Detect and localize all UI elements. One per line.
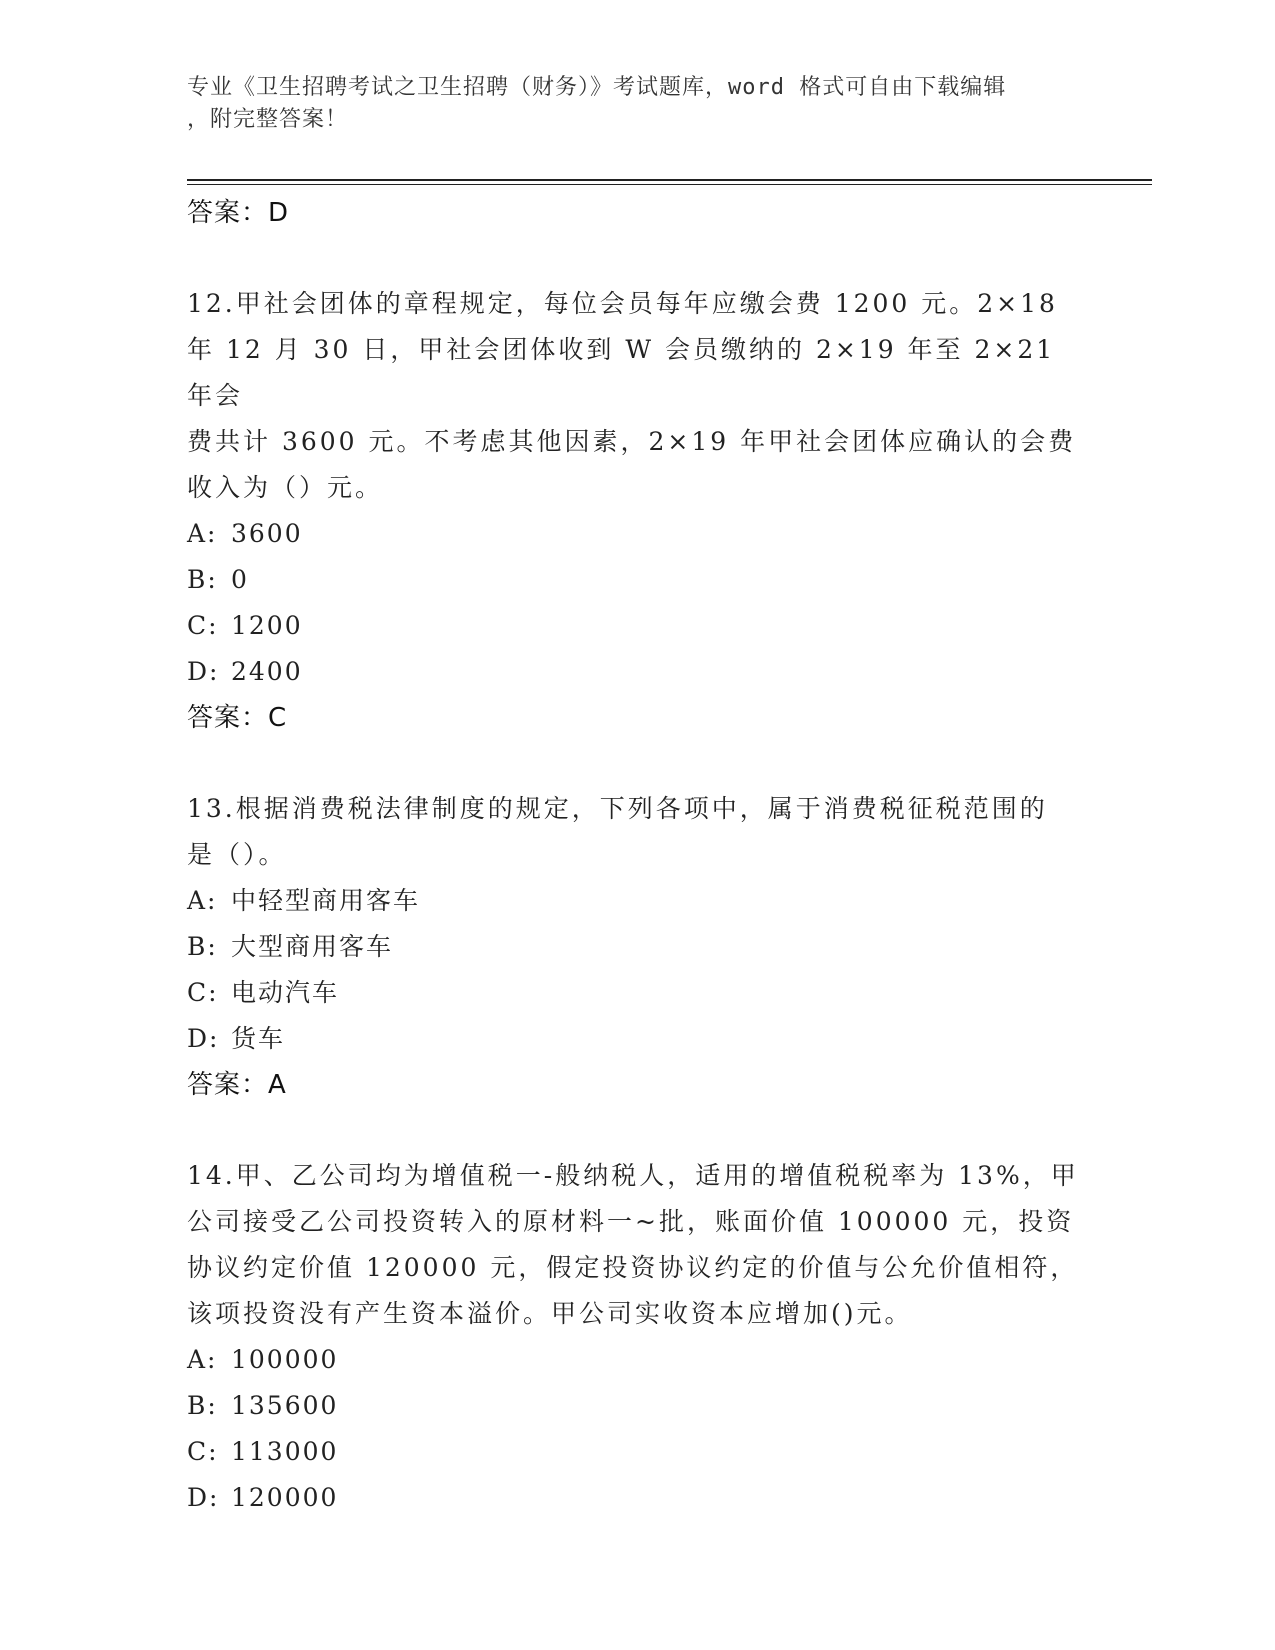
option-text: 大型商用客车 (231, 932, 394, 961)
question-line: 是（）。 (187, 840, 287, 869)
option-text: 电动汽车 (231, 978, 340, 1007)
option-key: D: (187, 657, 220, 686)
question-line: 13.根据消费税法律制度的规定，下列各项中，属于消费税征税范围的 (187, 794, 1048, 823)
option-key: B: (187, 1391, 218, 1420)
option-b (187, 924, 1087, 970)
option-key: A: (187, 1345, 218, 1374)
option-d (187, 1016, 1087, 1062)
option-c (187, 970, 1087, 1016)
option-text: 0 (231, 565, 249, 594)
option-key: D: (187, 1483, 220, 1512)
question-line: 该项投资没有产生资本溢价。甲公司实收资本应增加()元。 (187, 1299, 913, 1328)
option-text: 2400 (231, 657, 303, 686)
question-text (187, 786, 1087, 878)
option-c (187, 603, 1087, 649)
header-line: 专业《卫生招聘考试之卫生招聘（财务）》考试题库，word 格式可自由下载编辑 (187, 75, 1007, 100)
question-line: 12.甲社会团体的章程规定，每位会员每年应缴会费 1200 元。2×18 (187, 289, 1058, 318)
question-text (187, 1153, 1087, 1337)
option-text: 中轻型商用客车 (231, 886, 421, 915)
option-text: 120000 (231, 1483, 339, 1512)
option-key: C: (187, 978, 219, 1007)
question-line: 14.甲、乙公司均为增值税一-般纳税人，适用的增值税税率为 13%，甲 (187, 1161, 1079, 1190)
answer-label: 答案：C (187, 703, 288, 733)
question-block (187, 1153, 1087, 1521)
option-c (187, 1429, 1087, 1475)
header-rule (187, 179, 1152, 181)
question-block (187, 281, 1087, 741)
option-key: A: (187, 886, 218, 915)
option-key: B: (187, 932, 218, 961)
question-line: 费共计 3600 元。不考虑其他因素，2×19 年甲社会团体应确认的会费 (187, 427, 1077, 456)
option-text: 135600 (231, 1391, 339, 1420)
option-key: B: (187, 565, 218, 594)
option-key: D: (187, 1024, 220, 1053)
question-text (187, 281, 1087, 511)
answer-label: 答案：D (187, 198, 290, 228)
option-key: A: (187, 519, 218, 548)
question-block (187, 786, 1087, 1108)
option-text: 货车 (231, 1024, 286, 1053)
option-text: 3600 (231, 519, 303, 548)
option-a (187, 878, 1087, 924)
header-line: ，附完整答案！ (187, 107, 349, 132)
option-key: C: (187, 611, 219, 640)
document-header (187, 72, 1077, 136)
option-text: 1200 (231, 611, 303, 640)
question-line: 收入为（）元。 (187, 473, 384, 502)
option-text: 113000 (231, 1437, 339, 1466)
option-d (187, 1475, 1087, 1521)
option-text: 100000 (231, 1345, 339, 1374)
option-key: C: (187, 1437, 219, 1466)
option-b (187, 1383, 1087, 1429)
question-line: 公司接受乙公司投资转入的原材料一~批，账面价值 100000 元，投资 (187, 1207, 1075, 1236)
option-a (187, 1337, 1087, 1383)
option-a (187, 511, 1087, 557)
option-b (187, 557, 1087, 603)
answer-label: 答案：A (187, 1070, 287, 1100)
header-rule-thin (187, 184, 1152, 185)
question-line: 协议约定价值 120000 元，假定投资协议约定的价值与公允价值相符， (187, 1253, 1079, 1282)
option-d (187, 649, 1087, 695)
question-list (187, 190, 1087, 1521)
question-line: 年 12 月 30 日，甲社会团体收到 W 会员缴纳的 2×19 年至 2×21 年会 (187, 335, 1056, 410)
